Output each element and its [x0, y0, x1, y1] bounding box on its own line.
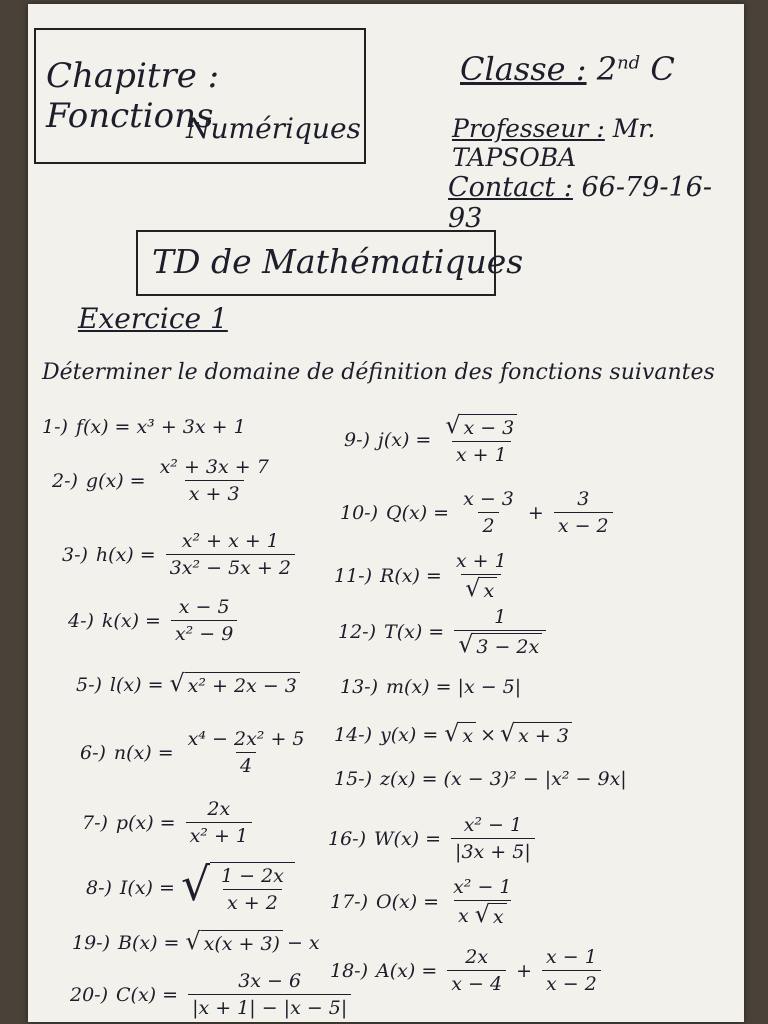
fraction [441, 411, 521, 466]
numerator: x − 1 [545, 946, 597, 968]
square-root [465, 574, 497, 602]
formula-lhs: W(x) = [374, 827, 442, 850]
formula-number: 2-) [52, 469, 78, 492]
formula-lhs: k(x) = [101, 609, 161, 632]
formula-lhs: p(x) = [115, 811, 176, 834]
formula-5 [76, 669, 300, 697]
formula-lhs: g(x) = [85, 469, 146, 492]
class-value: 2 [596, 50, 618, 88]
fraction [188, 970, 351, 1019]
radical-icon: √ [500, 719, 516, 747]
formula-number: 9-) [344, 429, 370, 451]
formula-number: 12-) [338, 621, 377, 643]
formula-lhs: m(x) = [386, 676, 452, 698]
formula-1 [42, 416, 246, 438]
exercise-heading: Exercice 1 [78, 302, 228, 335]
radical-icon: √ [444, 719, 460, 747]
numerator: x⁴ − 2x² + 5 [187, 728, 305, 750]
fraction [459, 488, 518, 537]
numerator [441, 411, 521, 441]
times-operator: × [480, 723, 497, 746]
formula-number: 11-) [334, 565, 373, 587]
formula-6 [80, 728, 313, 777]
formula-lhs: Q(x) = [386, 501, 450, 524]
numerator: x² − 1 [463, 814, 523, 836]
formula-number: 8-) [86, 877, 112, 899]
formula-13 [340, 676, 521, 698]
numerator: x − 5 [178, 596, 230, 618]
fraction [454, 606, 546, 658]
formula-number: 17-) [330, 891, 369, 913]
square-root [458, 630, 542, 658]
formula-lhs: y(x) = [380, 723, 439, 746]
formula-19 [72, 927, 320, 955]
fraction [156, 456, 273, 505]
denominator [461, 574, 501, 602]
radicand: x(x + 3) [201, 930, 283, 955]
class-label: Classe : [460, 50, 587, 88]
instruction-text: Déterminer le domaine de définition des fonctions suivantes [42, 360, 715, 385]
denominator: x − 2 [554, 512, 613, 537]
denominator [454, 630, 546, 658]
formula-3 [62, 530, 299, 579]
fraction [447, 946, 506, 995]
formula-14 [334, 719, 572, 747]
professor-name: Mr. TAPSOBA [452, 114, 656, 172]
formula-lhs: z(x) = [380, 768, 438, 790]
formula-7 [82, 798, 256, 847]
numerator: 1 − 2x [221, 865, 284, 887]
formula-12 [338, 606, 550, 658]
fraction [542, 946, 601, 995]
formula-lhs: h(x) = [95, 543, 156, 566]
square-root [444, 719, 476, 747]
title-box [136, 230, 524, 296]
worksheet-page [28, 4, 744, 1022]
formula-number: 15-) [334, 768, 373, 790]
professor-label: Professeur : [452, 114, 605, 143]
numerator: x + 1 [455, 550, 507, 572]
radical-icon: √ [185, 927, 201, 955]
formula-8 [86, 858, 295, 914]
professor-info [452, 114, 744, 172]
radical-icon: √ [445, 411, 461, 439]
fraction [449, 876, 515, 928]
formula-number: 3-) [62, 543, 88, 566]
formula-16 [328, 814, 539, 863]
fraction [451, 814, 535, 863]
formula-2 [52, 456, 277, 505]
chapter-subtitle: Numériques [186, 112, 361, 145]
fraction [217, 865, 288, 914]
radicand: x [459, 722, 476, 747]
formula-lhs: f(x) = [75, 416, 131, 438]
formula-number: 20-) [70, 983, 109, 1006]
formula-number: 5-) [76, 673, 102, 696]
numerator: x² − 1 [453, 876, 512, 898]
formula-expr: x³ + 3x + 1 [136, 416, 246, 438]
formula-18 [330, 946, 605, 995]
numerator: 1 [494, 606, 507, 628]
page-title: TD de Mathématiques [152, 242, 524, 281]
contact-label: Contact : [448, 172, 573, 203]
denominator: x + 2 [223, 889, 282, 914]
formula-9 [344, 411, 525, 466]
formula-10 [340, 488, 617, 537]
formula-number: 18-) [330, 959, 369, 982]
formula-lhs: B(x) = [118, 931, 180, 954]
formula-number: 6-) [80, 741, 106, 764]
formula-number: 4-) [68, 609, 94, 632]
plus-operator: + [527, 501, 544, 524]
denominator: x − 4 [447, 970, 506, 995]
formula-lhs: I(x) = [119, 877, 175, 899]
formula-expr: (x − 3)² − |x² − 9x| [443, 768, 627, 790]
class-sup: nd [617, 52, 641, 74]
formula-number: 14-) [334, 723, 373, 746]
chapter-box [34, 28, 366, 164]
formula-11 [334, 550, 515, 602]
radicand: x − 3 [460, 414, 517, 439]
formula-tail: − x [286, 931, 320, 954]
square-root [500, 719, 572, 747]
class-suffix: C [650, 50, 675, 88]
radicand: x² + 2x − 3 [185, 672, 300, 697]
denominator: 4 [236, 752, 256, 777]
denominator: x² + 1 [186, 822, 252, 847]
formula-expr: |x − 5| [457, 676, 522, 698]
radicand [210, 862, 295, 914]
denominator-factor: x [457, 905, 469, 927]
denominator: 2 [478, 512, 498, 537]
square-root [474, 900, 507, 928]
chapter-title: Chapitre : Fonctions [46, 56, 220, 136]
formula-number: 19-) [72, 931, 111, 954]
numerator: 3x − 6 [238, 970, 302, 992]
radical-icon: √ [458, 630, 474, 658]
denominator: x − 2 [542, 970, 601, 995]
formula-number: 10-) [340, 501, 379, 524]
fraction [186, 798, 252, 847]
formula-lhs: O(x) = [376, 891, 440, 913]
formula-lhs: R(x) = [380, 565, 442, 587]
denominator: |x + 1| − |x − 5| [188, 994, 351, 1019]
fraction [171, 596, 237, 645]
denominator: 3x² − 5x + 2 [166, 554, 295, 579]
numerator: 2x [207, 798, 231, 820]
square-root [185, 927, 282, 955]
formula-17 [330, 876, 520, 928]
formula-number: 16-) [328, 827, 367, 850]
radicand: x + 3 [515, 722, 572, 747]
denominator: x² − 9 [171, 620, 237, 645]
formula-lhs: T(x) = [384, 621, 445, 643]
fraction [452, 550, 511, 602]
formula-lhs: l(x) = [109, 673, 164, 696]
denominator: x + 1 [452, 441, 511, 466]
numerator: x − 3 [463, 488, 514, 510]
radical-icon: √ [169, 669, 185, 697]
formula-4 [68, 596, 241, 645]
formula-20 [70, 970, 355, 1019]
radicand: x [480, 577, 497, 602]
contact-info [448, 172, 744, 234]
radicand: x [490, 903, 507, 928]
plus-operator: + [516, 959, 532, 982]
formula-number: 1-) [42, 416, 68, 438]
numerator: x² + x + 1 [181, 530, 279, 552]
formula-lhs: j(x) = [377, 429, 432, 451]
fraction [554, 488, 613, 537]
formula-number: 13-) [340, 676, 379, 698]
denominator: x + 3 [185, 480, 244, 505]
numerator: 2x [465, 946, 489, 968]
formula-lhs: C(x) = [116, 983, 179, 1006]
radical-icon: √ [465, 574, 481, 602]
formula-15 [334, 768, 627, 790]
formula-number: 7-) [82, 811, 108, 834]
fraction [166, 530, 295, 579]
square-root [445, 411, 517, 439]
numerator: 3 [577, 488, 590, 510]
radicand: 3 − 2x [473, 633, 542, 658]
numerator: x² + 3x + 7 [159, 456, 269, 478]
radical-icon: √ [474, 900, 490, 928]
formula-lhs: n(x) = [113, 741, 174, 764]
denominator [454, 900, 511, 928]
class-info [460, 50, 675, 88]
square-root [180, 858, 295, 914]
formula-lhs: A(x) = [376, 959, 438, 982]
radical-icon: √ [180, 858, 210, 911]
denominator: |3x + 5| [451, 838, 535, 863]
contact-number: 66-79-16-93 [448, 172, 712, 234]
fraction [184, 728, 309, 777]
square-root [169, 669, 300, 697]
